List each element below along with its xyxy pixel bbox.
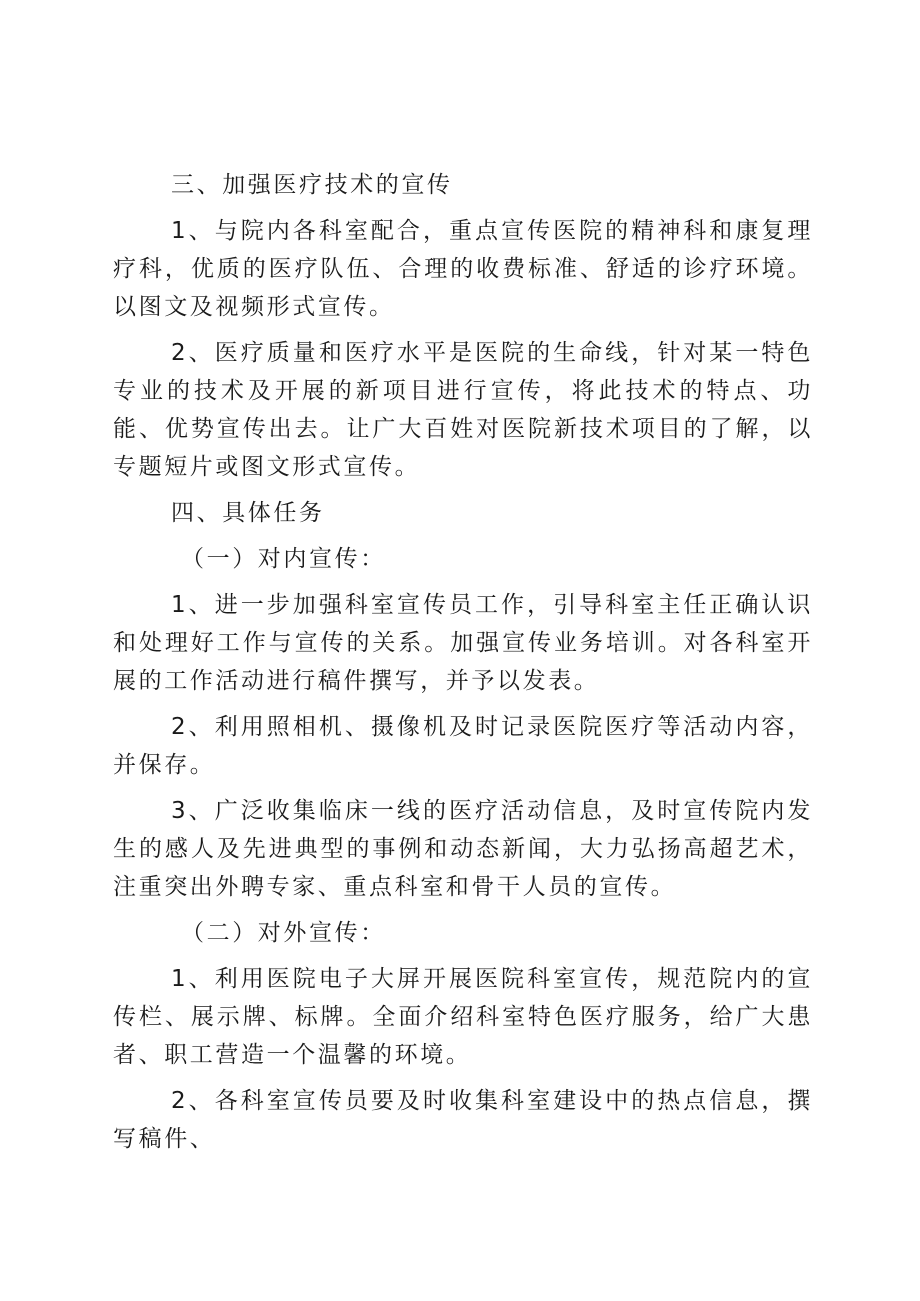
paragraph-external-1: 1、利用医院电子大屏开展医院科室宣传，规范院内的宣传栏、展示牌、标牌。全面介绍科室特色医疗服务，给广大患者、职工营造一个温馨的环境。 (113, 966, 813, 1068)
paragraph-3-2: 2、医疗质量和医疗水平是医院的生命线，针对某一特色专业的技术及开展的新项目进行宣传，将此技术的特点、功能、优势宣传出去。让广大百姓对医院新技术项目的了解，以专题短片或图文形式宣传。 (113, 340, 813, 480)
paragraph-internal-3: 3、广泛收集临床一线的医疗活动信息，及时宣传院内发生的感人及先进典型的事例和动态新闻，大力弘扬高超艺术，注重突出外聘专家、重点科室和骨干人员的宣传。 (113, 798, 813, 900)
section-heading-3: 三、加强医疗技术的宣传 (171, 172, 453, 198)
paragraph-internal-1: 1、进一步加强科室宣传员工作，引导科室主任正确认识和处理好工作与宣传的关系。加强宣传业务培训。对各科室开展的工作活动进行稿件撰写，并予以发表。 (113, 592, 813, 694)
paragraph-3-1: 1、与院内各科室配合，重点宣传医院的精神科和康复理疗科，优质的医疗队伍、合理的收费标准、舒适的诊疗环境。以图文及视频形式宣传。 (113, 218, 813, 320)
paragraph-internal-2: 2、利用照相机、摄像机及时记录医院医疗等活动内容，并保存。 (113, 714, 813, 778)
document-body (113, 166, 813, 1166)
subsection-heading-internal: （一）对内宣传： (181, 546, 386, 572)
section-heading-4: 四、具体任务 (171, 500, 325, 526)
subsection-heading-external: （二）对外宣传： (181, 920, 386, 946)
paragraph-external-2: 2、各科室宣传员要及时收集科室建设中的热点信息，撰写稿件、 (113, 1088, 813, 1152)
